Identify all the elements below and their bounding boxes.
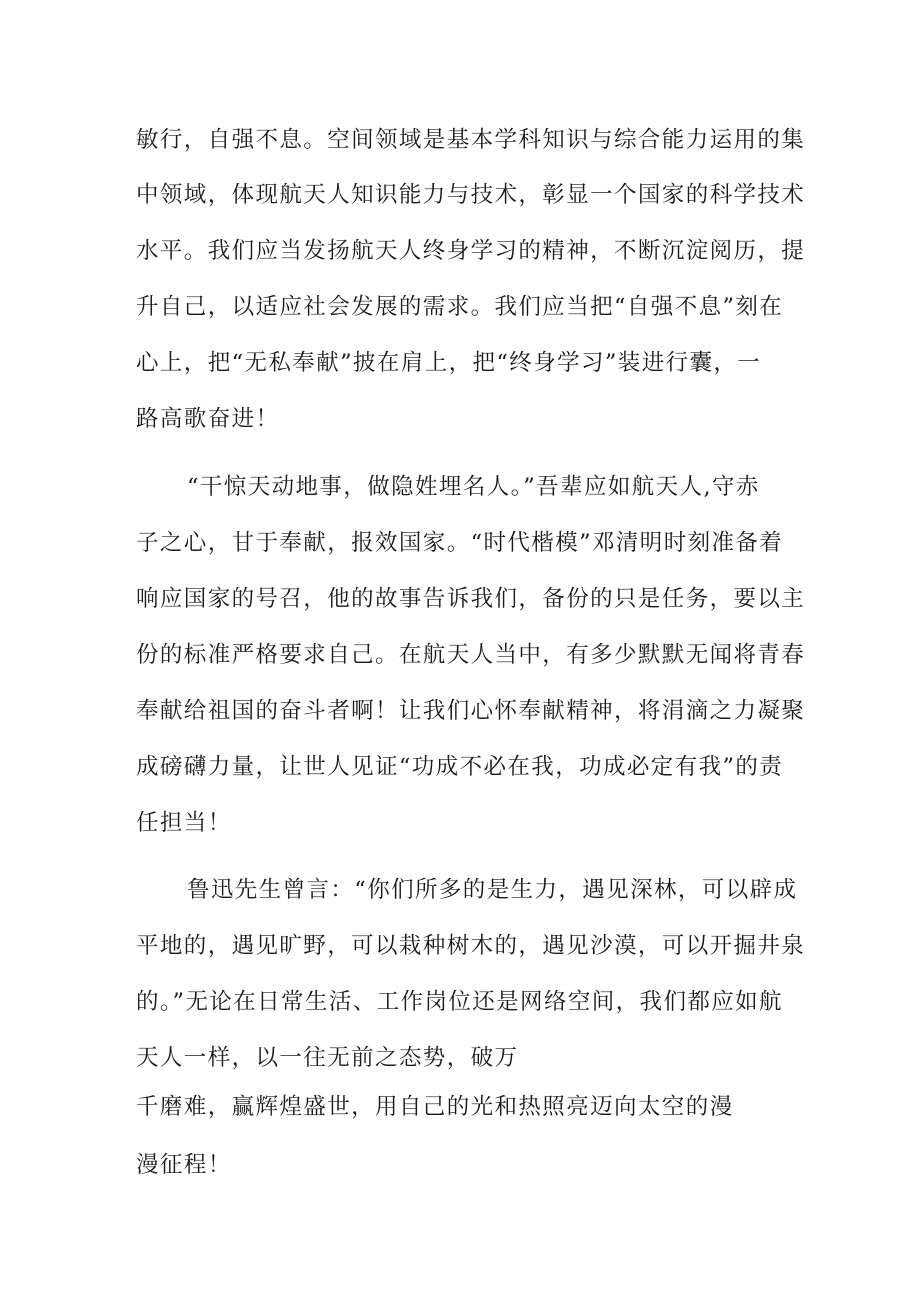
- paragraph-3-line-1: 鲁迅先生曾言：“你们所多的是生力，遇见深林，可以辟成: [187, 877, 798, 903]
- paragraph-3-line-2: 平地的，遇见旷野，可以栽种树木的，遇见沙漠，可以开掘井泉: [136, 933, 806, 959]
- paragraph-2-line-4: 份的标准严格要求自己。在航天人当中，有多少默默无闻将青春: [136, 642, 806, 668]
- paragraph-1-line-6: 路高歌奋进！: [136, 406, 280, 432]
- paragraph-3-line-4: 天人一样，以一往无前之态势，破万: [136, 1045, 519, 1071]
- paragraph-2-line-3: 响应国家的号召，他的故事告诉我们，备份的只是任务，要以主: [136, 586, 806, 612]
- paragraph-1-line-2: 中领域，体现航天人知识能力与技术，彰显一个国家的科学技术: [136, 182, 806, 208]
- paragraph-3-line-5: 千磨难，赢辉煌盛世，用自己的光和热照亮迈向太空的漫: [136, 1094, 734, 1120]
- paragraph-2-line-6: 成磅礴力量，让世人见证“功成不必在我，功成必定有我”的责: [136, 754, 784, 780]
- paragraph-2-line-7: 任担当！: [136, 810, 232, 836]
- paragraph-2-line-1: “干惊天动地事，做隐姓埋名人。”吾辈应如航天人,守赤: [187, 474, 760, 500]
- paragraph-3-line-6: 漫征程！: [136, 1152, 232, 1178]
- paragraph-1-line-3: 水平。我们应当发扬航天人终身学习的精神，不断沉淀阅历，提: [136, 238, 806, 264]
- paragraph-1-line-4: 升自己，以适应社会发展的需求。我们应当把“自强不息”刻在: [136, 294, 784, 320]
- paragraph-1-line-1: 敏行，自强不息。空间领域是基本学科知识与综合能力运用的集: [136, 127, 806, 153]
- paragraph-2-line-2: 子之心，甘于奉献，报效国家。“时代楷模”邓清明时刻准备着: [136, 530, 784, 556]
- paragraph-3-line-3: 的。”无论在日常生活、工作岗位还是网络空间，我们都应如航: [136, 989, 783, 1015]
- paragraph-1-line-5: 心上，把“无私奉献”披在肩上，把“终身学习”装进行囊，一: [136, 350, 762, 376]
- paragraph-2-line-5: 奉献给祖国的奋斗者啊！让我们心怀奉献精神，将涓滴之力凝聚: [136, 698, 806, 724]
